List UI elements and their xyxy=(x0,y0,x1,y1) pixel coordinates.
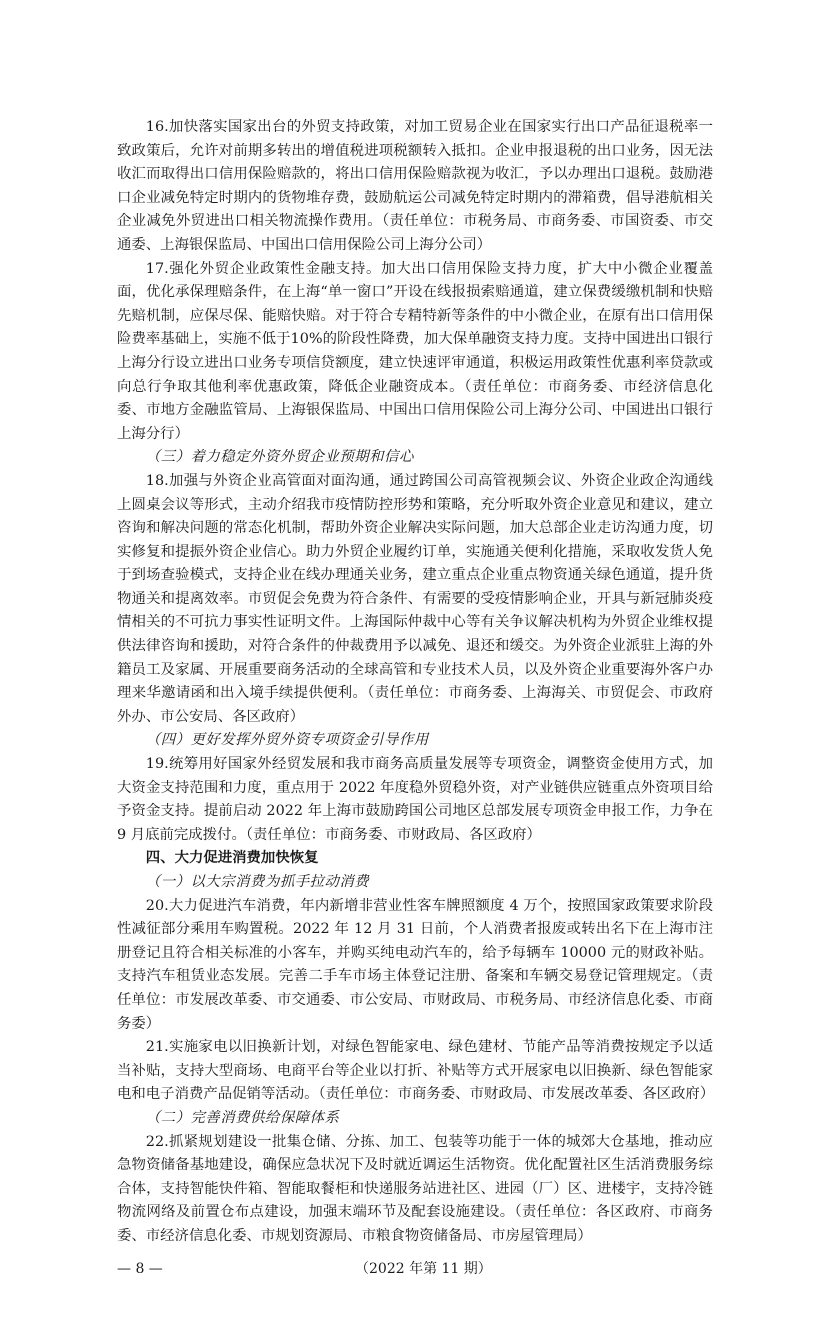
paragraph-18: 18.加强与外资企业高管面对面沟通，通过跨国公司高管视频会议、外资企业政企沟通线上圆桌会议等形式，主动介绍我市疫情防控形势和策略，充分听取外资企业意见和建议，建立咨询和解决问题的常态化机制，帮助外资企业解决实际问题，加大总部企业走访沟通力度，切实修复和提振外资企业信心。助力外贸企业履约订单，实施通关便利化措施，采取收发货人免于到场查验模式，支持企业在线办理通关业务，建立重点企业重点物资通关绿色通道，提升货物通关和提离效率。市贸促会免费为符合条件、有需要的受疫情影响企业，开具与新冠肺炎疫情相关的不可抗力事实性证明文件。上海国际仲裁中心等有关争议解决机构为外贸企业维权提供法律咨询和援助，对符合条件的仲裁费用予以减免、退还和缓交。为外资企业派驻上海的外籍员工及家属、开展重要商务活动的全球高管和专业技术人员，以及外资企业重要海外客户办理来华邀请函和出入境手续提供便利。（责任单位：市商务委、上海海关、市贸促会、市政府外办、市公安局、各区政府） xyxy=(117,472,713,725)
subheading-2: （二）完善消费供给保障体系 xyxy=(145,1109,340,1126)
issue-label: （2022 年第 11 期） xyxy=(355,1260,492,1277)
paragraph-22: 22.抓紧规划建设一批集仓储、分拣、加工、包装等功能于一体的城郊大仓基地，推动应急物资储备基地建设，确保应急状况下及时就近调运生活物资。优化配置社区生活消费服务综合体，支持智能快件箱、智能取餐柜和快递服务站进社区、进园（厂）区、进楼宇，支持冷链物流网络及前置仓布点建设，加强末端环节及配套设施建设。（责任单位：各区政府、市商务委、市经济信息化委、市规划资源局、市粮食物资储备局、市房屋管理局） xyxy=(117,1133,713,1244)
paragraph-16: 16.加快落实国家出台的外贸支持政策，对加工贸易企业在国家实行出口产品征退税率一致政策后，允许对前期多转出的增值税进项税额转入抵扣。企业申报退税的出口业务，因无法收汇而取得出口信用保险赔款的，将出口信用保险赔款视为收汇，予以办理出口退税。鼓励港口企业减免特定时期内的货物堆存费，鼓励航运公司减免特定时期内的滞箱费，倡导港航相关企业减免外贸进出口相关物流操作费用。（责任单位：市税务局、市商务委、市国资委、市交通委、上海银保监局、中国出口信用保险公司上海分公司） xyxy=(117,119,713,253)
page-number: — 8 — xyxy=(117,1260,163,1277)
paragraph-21: 21.实施家电以旧换新计划，对绿色智能家电、绿色建材、节能产品等消费按规定予以适当补贴，支持大型商场、电商平台等企业以打折、补贴等方式开展家电以旧换新、绿色智能家电和电子消费产品促销等活动。（责任单位：市商务委、市财政局、市发展改革委、各区政府） xyxy=(117,1039,715,1103)
subheading-4: （四）更好发挥外贸外资专项资金引导作用 xyxy=(145,732,429,749)
subheading-1: （一）以大宗消费为抓手拉动消费 xyxy=(145,874,370,890)
document-body xyxy=(117,116,713,1249)
paragraph-20: 20.大力促进汽车消费，年内新增非营业性客车牌照额度 4 万个，按照国家政策要求阶段性减征部分乘用车购置税。2022 年 12 月 31 日前，个人消费者报废或转出名下在上海市注册登记且符合相关标准的小客车，并购买纯电动汽车的，给予每辆车 10000 元的财政补贴。支持汽车租赁业态发展。完善二手车市场主体登记注册、备案和车辆交易登记管理规定。（责任单位：市发展改革委、市交通委、市公安局、市财政局、市税务局、市经济信息化委、市商务委） xyxy=(117,897,713,1032)
subheading-3: （三）着力稳定外资外贸企业预期和信心 xyxy=(145,449,414,466)
paragraph-19: 19.统筹用好国家外经贸发展和我市商务高质量发展等专项资金，调整资金使用方式，加大资金支持范围和力度，重点用于 2022 年度稳外贸稳外资，对产业链供应链重点外资项目给予资金支持。提前启动 2022 年上海市鼓励跨国公司地区总部发展专项资金申报工作，力争在 9 月底前完成拨付。（责任单位：市商务委、市财政局、各区政府） xyxy=(117,756,713,843)
page-footer xyxy=(117,1259,713,1279)
paragraph-17: 17.强化外贸企业政策性金融支持。加大出口信用保险支持力度，扩大中小微企业覆盖面，优化承保理赔条件，在上海“单一窗口”开设在线报损索赔通道，建立保费缓缴机制和快赔先赔机制，应保尽保、能赔快赔。对于符合专精特新等条件的中小微企业，在原有出口信用保险费率基础上，实施不低于10%的阶段性降费，加大保单融资支持力度。支持中国进出口银行上海分行设立进出口业务专项信贷额度，建立快速评审通道，积极运用政策性优惠利率贷款或向总行争取其他利率优惠政策，降低企业融资成本。（责任单位：市商务委、市经济信息化委、市地方金融监管局、上海银保监局、中国出口信用保险公司上海分公司、中国进出口银行上海分行） xyxy=(117,260,713,442)
section-heading-4: 四、大力促进消费加快恢复 xyxy=(145,850,319,867)
